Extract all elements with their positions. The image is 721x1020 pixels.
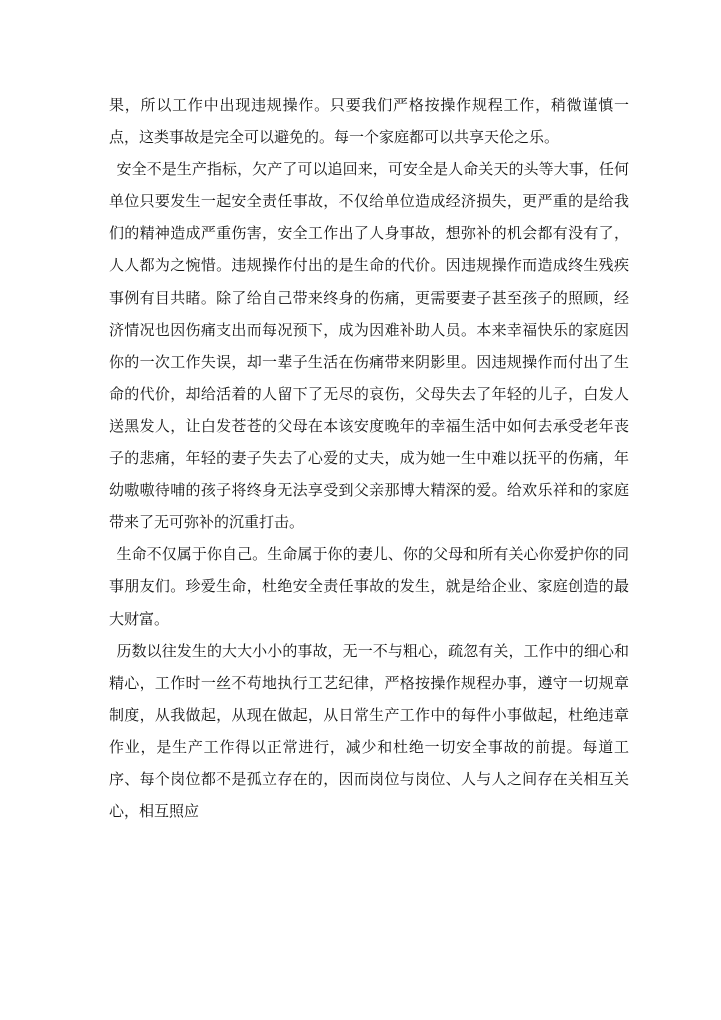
paragraph-3: 生命不仅属于你自己。生命属于你的妻儿、你的父母和所有关心你爱护你的同事朋友们。珍爱生命，杜绝安全责任事故的发生，就是给企业、家庭创造的最大财富。	[109, 545, 629, 628]
paragraph-2: 安全不是生产指标，欠产了可以追回来，可安全是人命关天的头等大事，任何单位只要发生一起安全责任事故，不仅给单位造成经济损失，更严重的是给我们的精神造成严重伤害，安全工作出了人身事故，想弥补的机会都有没有了，人人都为之惋惜。违规操作付出的是生命的代价。因违规操作而造成终生残疾事例有目共睹。除了给自己带来终身的伤痛，更需要妻子甚至孩子的照顾，经济情况也因伤痛支出而每况预下，成为因难补助人员。本来幸福快乐的家庭因你的一次工作失误，却一辈子生活在伤痛带来阴影里。因违规操作而付出了生命的代价，却给活着的人留下了无尽的哀伤，父母失去了年轻的儿子，白发人送黑发人，让白发苍苍的父母在本该安度晚年的幸福生活中如何去承受老年丧子的悲痛，年轻的妻子失去了心爱的丈夫，成为她一生中难以抚平的伤痛，年幼嗷嗷待哺的孩子将终身无法享受到父亲那博大精深的爱。给欢乐祥和的家庭带来了无可弥补的沉重打击。	[109, 160, 629, 532]
document-body	[109, 89, 629, 827]
paragraph-1: 果，所以工作中出现违规操作。只要我们严格按操作规程工作，稍微谨慎一点，这类事故是完全可以避免的。每一个家庭都可以共享天伦之乐。	[109, 96, 629, 147]
paragraph-4: 历数以往发生的大大小小的事故，无一不与粗心，疏忽有关，工作中的细心和精心，工作时一丝不苟地执行工艺纪律，严格按操作规程办事，遵守一切规章制度，从我做起，从现在做起，从日常生产工作中的每件小事做起，杜绝违章作业，是生产工作得以正常进行，减少和杜绝一切安全事故的前提。每道工序、每个岗位都不是孤立存在的，因而岗位与岗位、人与人之间存在关相互关心，相互照应	[109, 641, 629, 821]
